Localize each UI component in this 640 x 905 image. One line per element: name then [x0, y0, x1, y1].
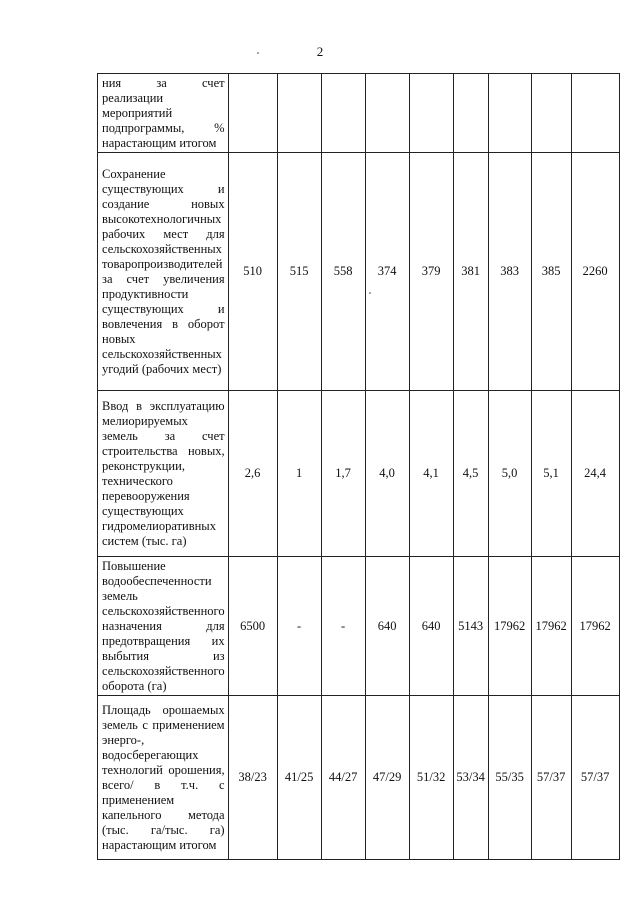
value-cell: 379 — [409, 153, 453, 391]
value-cell: 41/25 — [277, 696, 321, 860]
value-cell: 47/29 — [365, 696, 409, 860]
value-cell: 17962 — [571, 557, 619, 696]
value-cell: 38/23 — [228, 696, 277, 860]
value-cell: 44/27 — [321, 696, 365, 860]
value-cell — [571, 74, 619, 153]
value-cell: 57/37 — [571, 696, 619, 860]
value-cell: 6500 — [228, 557, 277, 696]
value-cell: 5143 — [453, 557, 488, 696]
value-cell — [277, 74, 321, 153]
value-cell: 2,6 — [228, 391, 277, 557]
value-cell — [531, 74, 571, 153]
table-row — [98, 696, 620, 860]
value-cell — [409, 74, 453, 153]
indicator-label: ния за счет реализации мероприятий подпрограммы, % нарастающим итогом — [98, 74, 229, 153]
value-cell: 5,0 — [488, 391, 531, 557]
table-row — [98, 74, 620, 153]
value-cell: 385 — [531, 153, 571, 391]
table-row — [98, 391, 620, 557]
value-cell — [365, 74, 409, 153]
value-cell: 640 — [365, 557, 409, 696]
value-cell: 57/37 — [531, 696, 571, 860]
value-cell: 17962 — [488, 557, 531, 696]
value-cell — [321, 74, 365, 153]
value-cell: 24,4 — [571, 391, 619, 557]
value-cell: 383 — [488, 153, 531, 391]
value-cell — [453, 74, 488, 153]
value-cell: 381 — [453, 153, 488, 391]
indicator-label: Сохранение существующих и создание новых высокотехнологичных рабочих мест для сельскохозяйственных товаропроизводителей за счет увеличения продуктивности существующих и вовлечения в оборот новых сельскохозяйственных угодий (рабочих мест) — [98, 153, 229, 391]
page-number: 2 — [316, 44, 324, 59]
table-row — [98, 153, 620, 391]
value-cell: 17962 — [531, 557, 571, 696]
value-cell: 4,5 — [453, 391, 488, 557]
indicator-label: Повышение водообеспеченности земель сельскохозяйственного назначения для предотвращения их выбытия из сельскохозяйственного оборота (га) — [98, 557, 229, 696]
value-cell: 2260 — [571, 153, 619, 391]
value-cell: 510 — [228, 153, 277, 391]
table-row — [98, 557, 620, 696]
value-cell: 1,7 — [321, 391, 365, 557]
indicator-label: Площадь орошаемых земель с применением энерго-, водосберегающих технологий орошения, всего/ в т.ч. с применением капельного метода (тыс. га/тыс. га) нарастающим итогом — [98, 696, 229, 860]
value-cell: 558 — [321, 153, 365, 391]
value-cell: 515 — [277, 153, 321, 391]
indicator-label: Ввод в эксплуатацию мелиорируемых земель за счет строительства новых, реконструкции, технического перевооружения существующих гидромелиоративных систем (тыс. га) — [98, 391, 229, 557]
value-cell — [228, 74, 277, 153]
value-cell: 5,1 — [531, 391, 571, 557]
value-cell: 1 — [277, 391, 321, 557]
scan-speck — [257, 52, 259, 54]
value-cell: 55/35 — [488, 696, 531, 860]
value-cell: 4,0 — [365, 391, 409, 557]
value-cell: - — [321, 557, 365, 696]
value-cell: 374 — [365, 153, 409, 391]
value-cell: 4,1 — [409, 391, 453, 557]
indicators-table — [97, 73, 620, 860]
value-cell: 640 — [409, 557, 453, 696]
value-cell — [488, 74, 531, 153]
value-cell: 51/32 — [409, 696, 453, 860]
value-cell: 53/34 — [453, 696, 488, 860]
value-cell: - — [277, 557, 321, 696]
